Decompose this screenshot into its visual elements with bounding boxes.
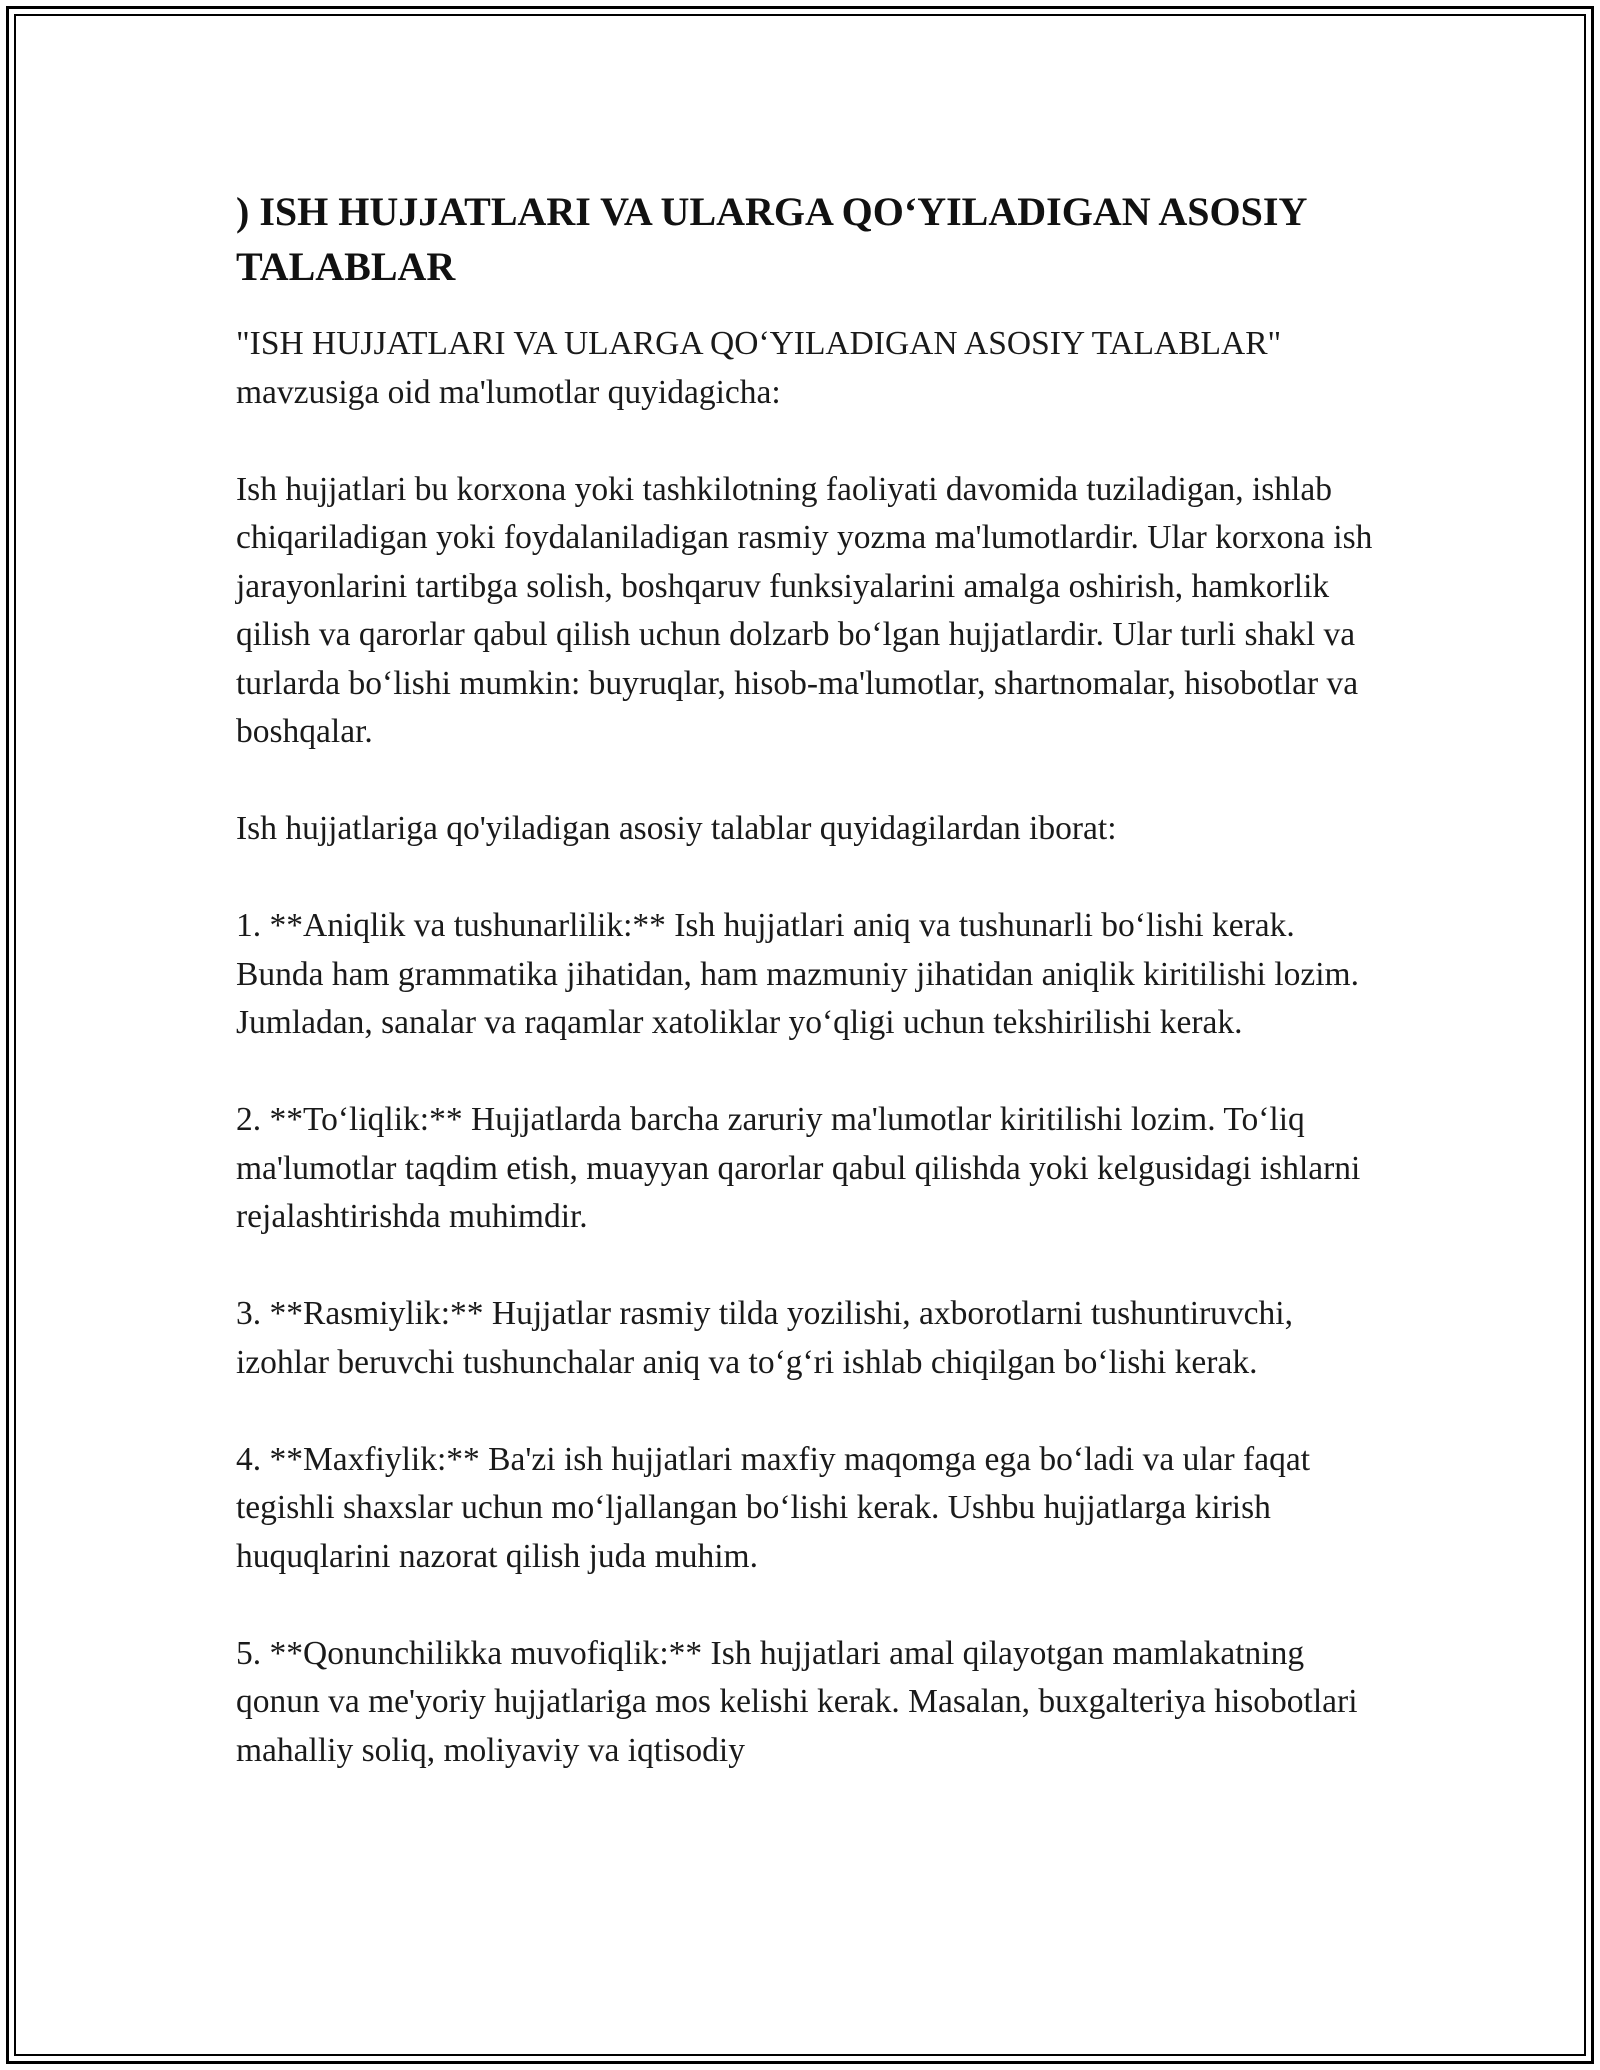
requirements-lead-paragraph: Ish hujjatlariga qo'yiladigan asosiy talablar quyidagilardan iborat: <box>236 810 1117 847</box>
requirement-item-accuracy: 1. **Aniqlik va tushunarlilik:** Ish hujjatlari aniq va tushunarli bo‘lishi kerak. Bunda ham grammatika jihatidan, ham mazmuniy jihatidan aniqlik kiritilishi lozim. Jumladan, sanalar va raqamlar xatoliklar yo‘qligi uchun tekshirilishi kerak. <box>236 907 1359 1041</box>
document-body <box>236 184 1386 1775</box>
definition-paragraph: Ish hujjatlari bu korxona yoki tashkilotning faoliyati davomida tuziladigan, ishlab chiqariladigan yoki foydalaniladigan rasmiy yozma ma'lumotlardir. Ular korxona ish jarayonlarini tartibga solish, boshqaruv funksiyalarini amalga oshirish, hamkorlik qilish va qarorlar qabul qilish uchun dolzarb bo‘lgan hujjatlardir. Ular turli shakl va turlarda bo‘lishi mumkin: buyruqlar, hisob-ma'lumotlar, shartnomalar, hisobotlar va boshqalar. <box>236 470 1373 750</box>
requirement-item-confidentiality: 4. **Maxfiylik:** Ba'zi ish hujjatlari maxfiy maqomga ega bo‘ladi va ular faqat tegishli shaxslar uchun mo‘ljallangan bo‘lishi kerak. Ushbu hujjatlarga kirish huquqlarini nazorat qilish juda muhim. <box>236 1440 1311 1575</box>
requirement-item-legal-compliance: 5. **Qonunchilikka muvofiqlik:** Ish hujjatlari amal qilayotgan mamlakatning qonun va me'yoriy hujjatlariga mos kelishi kerak. Masalan, buxgalteriya hisobotlari mahalliy soliq, moliyaviy va iqtisodiy <box>236 1634 1358 1769</box>
document-title: ) ISH HUJJATLARI VA ULARGA QO‘YILADIGAN ASOSIY TALABLAR <box>236 189 1306 289</box>
requirement-item-formality: 3. **Rasmiylik:** Hujjatlar rasmiy tilda yozilishi, axborotlarni tushuntiruvchi, izohlar beruvchi tushunchalar aniq va to‘g‘ri ishlab chiqilgan bo‘lishi kerak. <box>236 1295 1293 1381</box>
requirement-item-completeness: 2. **To‘liqlik:** Hujjatlarda barcha zaruriy ma'lumotlar kiritilishi lozim. To‘liq ma'lumotlar taqdim etish, muayyan qarorlar qabul qilishda yoki kelgusidagi ishlarni rejalashtirishda muhimdir. <box>236 1101 1361 1235</box>
intro-paragraph: "ISH HUJJATLARI VA ULARGA QO‘YILADIGAN ASOSIY TALABLAR" mavzusiga oid ma'lumotlar quyidagicha: <box>236 325 1282 411</box>
